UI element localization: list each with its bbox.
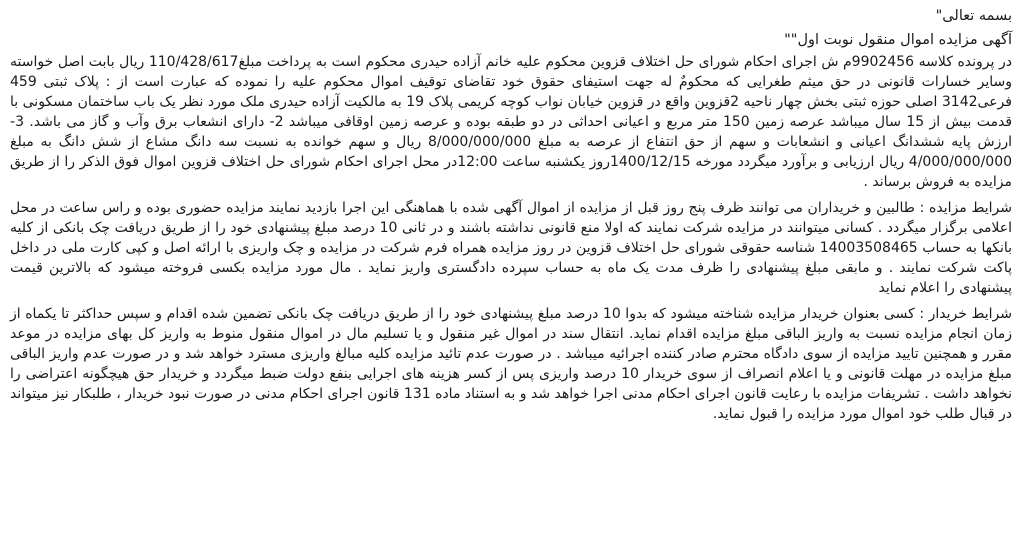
auction-conditions-paragraph: شرایط مزایده : طالبین و خریداران می توانند ظرف پنج روز قبل از مزایده از اموال آگهی شده با هماهنگی این اجرا بازدید نمایند مزایده حضوری بوده و راس ساعت در محل اعلامی برگزار میگردد . کسانی میتوانند در مزایده شرکت نمایند که اولا منع قانونی نداشته باشند و در ثانی 10 درصد مبلغ پیشنهادی خود را از طریق دریافت چک بانکی از کلیه بانکها به حساب 14003508465 شناسه حقوقی شورای حل اختلاف قزوین در روز مزایده همراه فرم شرکت در مزایده و چک واریزی با ارائه اصل و کپی کارت ملی در داخل پاکت شرکت نمایند . و مابقی مبلغ پیشنهادی را ظرف مدت یک ماه به حساب سپرده دادگستری واریز نماید . مال مورد مزایده بکسی فروخته میشود که بالاترین قیمت پیشنهادی را اعلام نماید: [10, 200, 1013, 296]
buyer-conditions-paragraph: شرایط خریدار : کسی بعنوان خریدار مزایده شناخته میشود که بدوا 10 درصد مبلغ پیشنهادی خود را از طریق دریافت چک بانکی تضمین شده اقدام و سپس حداکثر تا یکماه از زمان انجام مزایده نسبت به واریز الباقی مبلغ مزایده اقدام نماید. انتقال سند در اموال غیر منقول و یا تسلیم مال در اموال منقول منوط به واریز کل بهای مزایده در موعد مقرر و همچنین تایید مزایده از سوی دادگاه محترم صادر کننده اجرائیه میباشد . در صورت عدم تائید مزایده کلیه مبالغ واریزی مسترد خواهد شد و در صورت عدم واریز الباقی مبلغ مزایده در مهلت قانونی و یا اعلام انصراف از سوی خریدار 10 درصد واریزی پس از کسر هزینه های اجرایی بنفع دولت ضبط میگردد و خریدار حق هیچگونه اعتراضی را نخواهد داشت . تشریفات مزایده با رعایت قانون اجرای احکام مدنی اجرا خواهد شد و به استناد ماده 131 قانون اجرای احکام مدنی در صورت نبود خریدار ، طلبکار نیز میتواند در قبال طلب خود اموال مورد مزایده را قبول نماید.: [10, 306, 1012, 422]
case-details-paragraph: در پرونده کلاسه 9902456م ش اجرای احکام شورای حل اختلاف قزوین محکوم علیه خانم آزاده حیدری محکوم است به پرداخت مبلغ110/428/617 ریال بابت اصل خواسته وسایر خسارات قانونی در حق میثم طغرایی که محکومٌ له جهت استیفای حقوق خود تقاضای توقیف اموال محکوم علیه را نموده که عبارت است از : پلاک ثبتی 459 فرعی3142 اصلی حوزه ثبتی بخش چهار ناحیه 2قزوین واقع در قزوین خیابان نواب کوچه کریمی پلاک 19 به مالکیت آزاده حیدری ملک مورد نظر یک باب ساختمان مسکونی با قدمت بیش از 15 سال میباشد عرصه زمین 150 متر مربع و اعیانی احداثی در دو طبقه بوده و عرصه زمین اوقافی میباشد 2- دارای انشعاب برق وآب و گاز می باشد. 3- ارزش پایه ششدانگ اعیانی و انشعابات و سهم از حق انتفاع از عرصه به مبلغ 8/000/000/000 ریال و سهم خوانده به نسبت سه دانگ مشاع از شش دانگ به مبلغ 4/000/000/000 ریال ارزیابی و برآورد میگردد مورخه 1400/12/15روز یکشنبه ساعت 12:00در محل اجرای احکام شورای حل اختلاف قزوین اموال فوق الذکر را از طریق مزایده به فروش برساند .: [10, 54, 1013, 190]
invocation-heading: بسمه تعالی": [935, 8, 1012, 24]
notice-title: آگهی مزایده اموال منقول نوبت اول"": [784, 32, 1012, 48]
